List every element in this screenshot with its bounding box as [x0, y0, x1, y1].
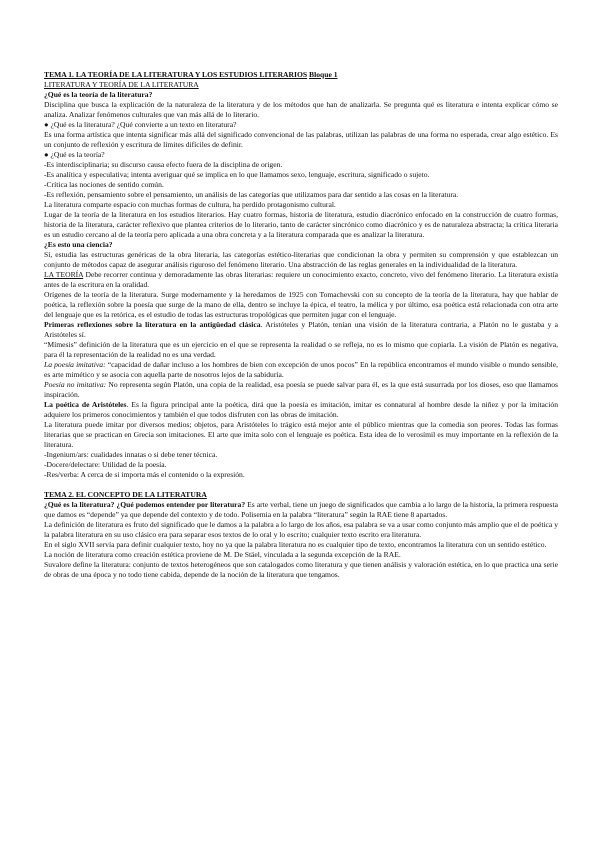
paragraph: Lugar de la teoría de la literatura en los estudios literarios. Hay cuatro formas, historia de literatura, estudio diacrónico enfocado en la construcción de cuatro formas, historia de la literatura, carácter reflexivo que plantea criterios de lo literario, tanto de carácter sincrónico como diacrónico y es de naturaleza abstracta; la crítica literaria es un estudio cercano al de la teoría pero aplicada a una obra concreta y a la literatura comparada que es analizar la literatura.	[44, 210, 558, 239]
tema1-subtitle: LITERATURA Y TEORÍA DE LA LITERATURA	[44, 80, 199, 89]
dash-item: -Res/verba: A cerca de si importa más el contenido o la expresión.	[44, 470, 245, 479]
paragraph: Suvalore define la literatura: conjunto de textos heterogéneos que son catalogados como literatura y que tienen análisis y valoración estética, en lo que practica una serie de obras de una época y no todo tiene cabida, depende de la noción de la literatura que tengamos.	[44, 560, 558, 579]
bullet-item: ● ¿Qué es la literatura? ¿Qué convierte a un texto en literatura?	[44, 120, 237, 129]
paragraph: La literatura puede imitar por diversos medios; objetos, para Aristóteles lo trágico está mejor ante el público mientras que la comedia son peores. Todas las formas literarias que se practican en Grecia son imitaciones. El arte que imita solo con el lenguaje es poética. Esta idea de lo verosímil es muy importante en la reflexión de la literatura.	[44, 420, 558, 449]
dash-item: -Crítica las nociones de sentido común.	[44, 180, 164, 189]
question-teoria: ¿Qué es la teoría de la literatura?	[44, 90, 153, 99]
lead-poetica-aristoteles: La poética de Aristóteles	[44, 400, 127, 409]
paragraph: En el siglo XVII servía para definir cualquier texto, hoy no ya que la palabra literatura no es cualquier tipo de texto, encontramos la literatura con un sentido estético.	[44, 540, 547, 549]
dash-item: -Es interdisciplinaria; su discurso causa efecto fuera de la disciplina de origen.	[44, 160, 283, 169]
dash-item: -Ingenium/ars: cualidades innatas o si debe tener técnica.	[44, 450, 218, 459]
paragraph	[44, 400, 558, 420]
bullet-item: ● ¿Qué es la teoría?	[44, 150, 105, 159]
paragraph	[44, 380, 558, 400]
paragraph: Disciplina que busca la explicación de la naturaleza de la literatura y de los métodos que han de analizarla. Se pregunta qué es literatura e intenta explicar cómo se analiza. Analizar fenómenos culturales que van más allá de lo literario.	[44, 100, 558, 119]
question-literatura: ¿Qué es la literatura? ¿Qué podemos entender por literatura?	[44, 500, 246, 509]
lead-primeras-reflexiones: Primeras reflexiones sobre la literatura en la antigüedad clásica	[44, 320, 261, 329]
tema1-title: TEMA 1. LA TEORÍA DE LA LITERATURA Y LOS ESTUDIOS LITERARIOS	[44, 70, 308, 79]
paragraph	[44, 360, 558, 380]
paragraph	[44, 500, 558, 520]
dash-item: -Docere/delectare: Utilidad de la poesía.	[44, 460, 167, 469]
paragraph-text: . Aristóteles y Platón, tenían una visión de la literatura contraria, a Platón no le gustaba y a Aristóteles sí.	[44, 320, 559, 339]
paragraph-text: No representa según Platón, una copia de la realidad, esa poesía se puede salvar para él, es la que está susurrada por los dioses, eso que llamamos inspiración.	[44, 380, 558, 399]
paragraph: La noción de literatura como creación estética proviene de M. De Stäel, vinculada a la segunda excepción de la RAE.	[44, 550, 401, 559]
paragraph: Es una forma artística que intenta significar más allá del significado convencional de las palabras, utilizan las palabras de una forma no esperada, crear algo estético. Es un conjunto de reflexión y escritura de límites difíciles de definir.	[44, 130, 558, 149]
paragraph: La literatura comparte espacio con muchas formas de cultura, ha perdido protagonismo cultural.	[44, 200, 336, 209]
dash-item: -Es reflexión, pensamiento sobre el pensamiento, un análisis de las categorías que utilizamos para dar sentido a las cosas en la literatura.	[44, 190, 459, 199]
tema2-title: TEMA 2. EL CONCEPTO DE LA LITERATURA	[44, 490, 207, 499]
dash-item: -Es analítica y especulativa; intenta averiguar qué se implica en lo que llamamos sexo, lenguaje, escritura, significado o sujeto.	[44, 170, 430, 179]
lead-la-teoria: LA TEORÍA	[44, 270, 84, 279]
lead-poesia-imitativa: La poesía imitativa:	[44, 360, 106, 369]
paragraph: Sí, estudia las estructuras genéricas de la obra literaria, las categorías estético-literarias que condicionan la obra y permiten su comprensión y que establezcan un conjunto de métodos capaz de asegurar análisis riguroso del fenómeno literario. Una abstracción de las reglas generales en la individualidad de la literatura.	[44, 250, 558, 269]
paragraph: La definición de literatura es fruto del significado que le damos a la palabra a lo largo de los años, esa palabra se va a usar como conjunto más amplio que el de poética y la palabra literatura en su uso clásico era para separar esos textos de lo oral y lo escrito; cualquier texto escrito era literatura.	[44, 520, 558, 539]
paragraph: Orígenes de la teoría de la literatura. Surge modernamente y la heredamos de 1925 con Tomachevski con su concepto de la teoría de la literatura, hay que hablar de poética, la reflexión sobre la poesía que surge de la mano de ella, dentro se incluye la épica, el teatro, la mélica y por último, esa poética está relacionada con otra arte del lenguaje que es la retórica, es el estudio de todas las estructuras tropológicas que permiten jugar con el lenguaje.	[44, 290, 558, 319]
tema1-heading	[44, 70, 558, 80]
question-ciencia: ¿Es esto una ciencia?	[44, 240, 113, 249]
document-page	[44, 70, 558, 580]
paragraph-text: Debe recorrer continua y demoradamente las obras literarias: requiere un conocimiento exacto, concreto, vivo del fenómeno literario. La literatura existía antes de la escritura en la oralidad.	[44, 270, 558, 289]
paragraph-text: Es arte verbal, tiene un juego de significados que cambia a lo largo de la historia, la primera respuesta que damos es “depende” ya que depende del contexto y de todo. Polisemia en la palabra “literatura” según la RAE tiene 8 apartados.	[44, 500, 558, 519]
bloque-label: Bloque 1	[309, 70, 338, 79]
paragraph-text: “capacidad de dañar incluso a los hombres de bien con excepción de unos pocos” En la república encontramos el mundo visible o mundo sensible, es arte mimético y se asocia con aquella parte de nosotros lejos de la sabiduría.	[44, 360, 559, 379]
lead-poesia-no-imitativa: Poesía no imitativa:	[44, 380, 107, 389]
paragraph: “Mímesis” definición de la literatura que es un ejercicio en el que se representa la realidad o se refleja, no es lo mismo que copiarla. La visión de Platón es negativa, para él la representación de la realidad no es una verdad.	[44, 340, 558, 359]
paragraph	[44, 320, 558, 340]
paragraph	[44, 270, 558, 290]
section-gap	[44, 480, 558, 490]
paragraph-text: . Es la figura principal ante la poética, dirá que la poesía es imitación, imitar es connatural al hombre desde la niñez y por la imitación adquiere los primeros conocimientos y también el que todos disfruten con las obras de imitación.	[44, 400, 558, 419]
